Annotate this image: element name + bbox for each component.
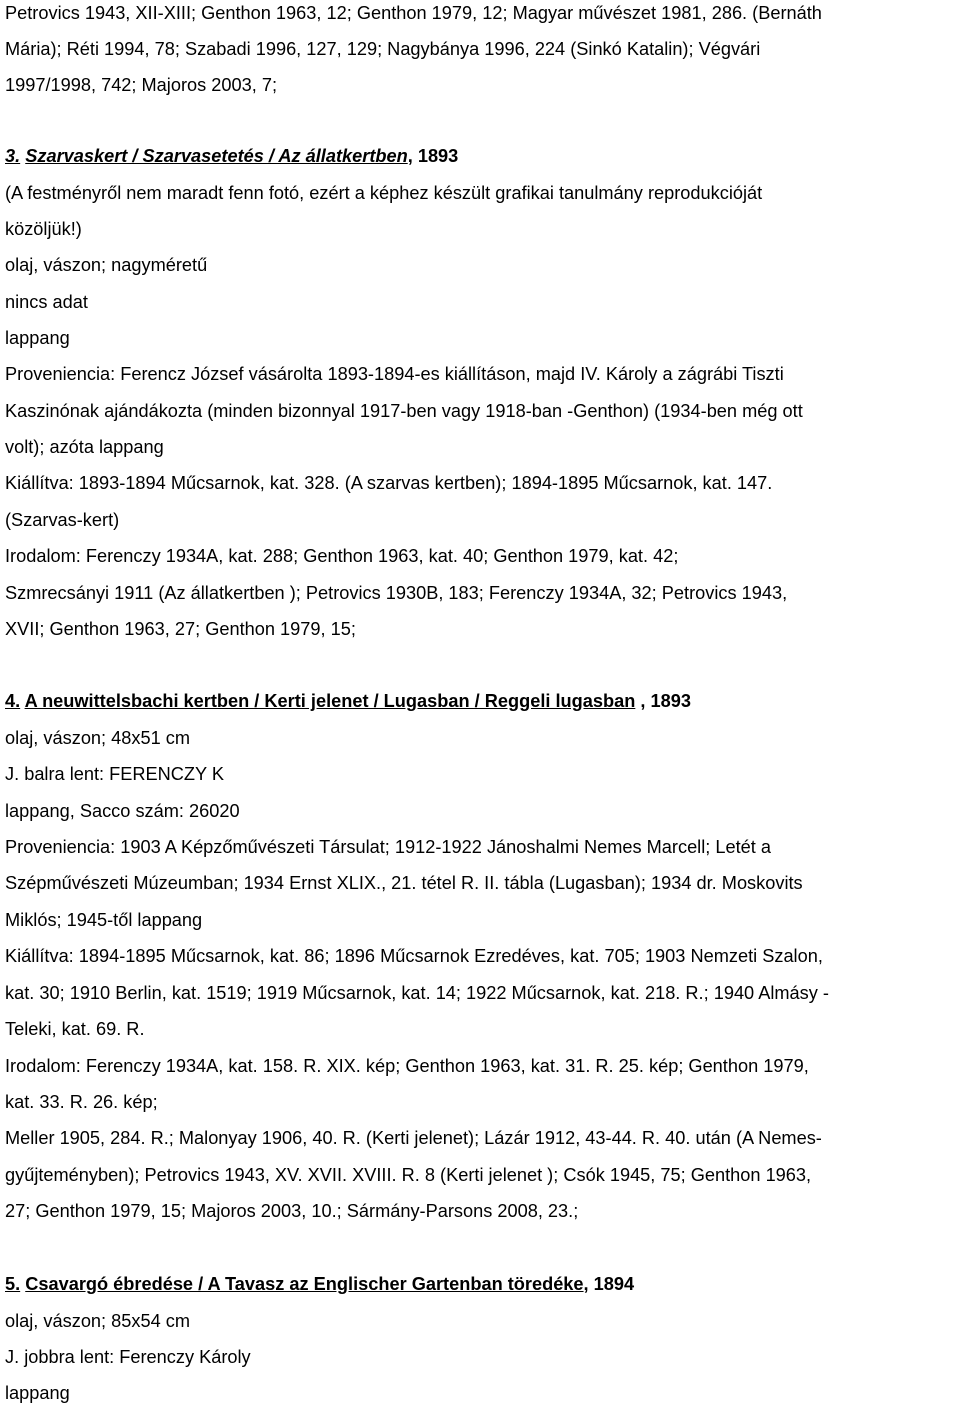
entry-5-location: lappang bbox=[5, 1383, 70, 1403]
entry-3-literature-line-2: Szmrecsányi 1911 (Az állatkertben ); Petrovics 1930B, 183; Ferenczy 1934A, 32; Petrovics 1943, bbox=[5, 583, 788, 603]
entry-4-exhibited-line-2: kat. 30; 1910 Berlin, kat. 1519; 1919 Műcsarnok, kat. 14; 1922 Műcsarnok, kat. 218. R.; 1940 Almásy - bbox=[5, 983, 829, 1003]
entry-4-literature-line-3: Meller 1905, 284. R.; Malonyay 1906, 40. R. (Kerti jelenet); Lázár 1912, 43-44. R. 40. után (A Nemes- bbox=[5, 1128, 822, 1148]
entry-3-medium: olaj, vászon; nagyméretű bbox=[5, 255, 208, 275]
entry-3-year: , 1893 bbox=[407, 146, 459, 166]
entry-5-medium: olaj, vászon; 85x54 cm bbox=[5, 1311, 191, 1331]
entry-3-title: Szarvaskert / Szarvasetetés / Az állatkertben bbox=[25, 146, 408, 166]
entry-3-exhibited-line-2: (Szarvas-kert) bbox=[5, 510, 120, 530]
entry-3-exhibited-line-1: Kiállítva: 1893-1894 Műcsarnok, kat. 328. (A szarvas kertben); 1894-1895 Műcsarnok, kat. 147. bbox=[5, 473, 773, 493]
entry-3-provenance-line-2: Kaszinónak ajándákozta (minden bizonnyal 1917-ben vagy 1918-ban -Genthon) (1934-ben még ott bbox=[5, 401, 803, 421]
prev-literature-line-3: 1997/1998, 742; Majoros 2003, 7; bbox=[5, 75, 278, 95]
entry-4-number: 4. bbox=[5, 691, 21, 711]
entry-3-note-line-1: (A festményről nem maradt fenn fotó, ezért a képhez készült grafikai tanulmány reprodukcióját bbox=[5, 183, 763, 203]
entry-5-number: 5. bbox=[5, 1274, 21, 1294]
entry-3-location: lappang bbox=[5, 328, 70, 348]
prev-literature-line-2: Mária); Réti 1994, 78; Szabadi 1996, 127, 129; Nagybánya 1996, 224 (Sinkó Katalin); Végvári bbox=[5, 39, 761, 59]
entry-4-literature-line-2: kat. 33. R. 26. kép; bbox=[5, 1092, 158, 1112]
entry-4-heading bbox=[5, 690, 691, 712]
entry-3-literature-line-3: XVII; Genthon 1963, 27; Genthon 1979, 15; bbox=[5, 619, 356, 639]
entry-4-medium: olaj, vászon; 48x51 cm bbox=[5, 728, 191, 748]
entry-5-title: Csavargó ébredése / A Tavasz az Englischer Gartenban töredéke bbox=[25, 1274, 584, 1294]
entry-3-provenance-line-1: Proveniencia: Ferencz József vásárolta 1893-1894-es kiállításon, majd IV. Károly a zágrábi Tiszti bbox=[5, 364, 784, 384]
entry-4-year: , 1893 bbox=[635, 691, 691, 711]
entry-5-signature: J. jobbra lent: Ferenczy Károly bbox=[5, 1347, 251, 1367]
entry-4-title: A neuwittelsbachi kertben / Kerti jelenet / Lugasban / Reggeli lugasban bbox=[24, 691, 636, 711]
entry-4-provenance-line-1: Proveniencia: 1903 A Képzőművészeti Társulat; 1912-1922 Jánoshalmi Nemes Marcell; Letét a bbox=[5, 837, 771, 857]
entry-3-literature-line-1: Irodalom: Ferenczy 1934A, kat. 288; Genthon 1963, kat. 40; Genthon 1979, kat. 42; bbox=[5, 546, 679, 566]
entry-4-provenance-line-2: Szépművészeti Múzeumban; 1934 Ernst XLIX., 21. tétel R. II. tábla (Lugasban); 1934 dr. Moskovits bbox=[5, 873, 803, 893]
entry-5-heading bbox=[5, 1273, 634, 1295]
entry-4-location: lappang, Sacco szám: 26020 bbox=[5, 801, 240, 821]
entry-4-signature: J. balra lent: FERENCZY K bbox=[5, 764, 224, 784]
entry-5-year: , 1894 bbox=[583, 1274, 635, 1294]
entry-3-provenance-line-3: volt); azóta lappang bbox=[5, 437, 164, 457]
entry-4-exhibited-line-3: Teleki, kat. 69. R. bbox=[5, 1019, 145, 1039]
entry-3-size: nincs adat bbox=[5, 292, 88, 312]
entry-3-heading bbox=[5, 145, 458, 167]
entry-4-literature-line-1: Irodalom: Ferenczy 1934A, kat. 158. R. XIX. kép; Genthon 1963, kat. 31. R. 25. kép; Genthon 1979, bbox=[5, 1056, 809, 1076]
prev-literature-line-1: Petrovics 1943, XII-XIII; Genthon 1963, 12; Genthon 1979, 12; Magyar művészet 1981, 286. (Bernáth bbox=[5, 3, 822, 23]
entry-4-provenance-line-3: Miklós; 1945-től lappang bbox=[5, 910, 203, 930]
entry-4-literature-line-5: 27; Genthon 1979, 15; Majoros 2003, 10.; Sármány-Parsons 2008, 23.; bbox=[5, 1201, 579, 1221]
entry-3-number: 3. bbox=[5, 146, 21, 166]
entry-3-note-line-2: közöljük!) bbox=[5, 219, 82, 239]
entry-4-literature-line-4: gyűjteményben); Petrovics 1943, XV. XVII. XVIII. R. 8 (Kerti jelenet ); Csók 1945, 75; Genthon 1963, bbox=[5, 1165, 812, 1185]
entry-4-exhibited-line-1: Kiállítva: 1894-1895 Műcsarnok, kat. 86; 1896 Műcsarnok Ezredéves, kat. 705; 1903 Nemzeti Szalon, bbox=[5, 946, 823, 966]
